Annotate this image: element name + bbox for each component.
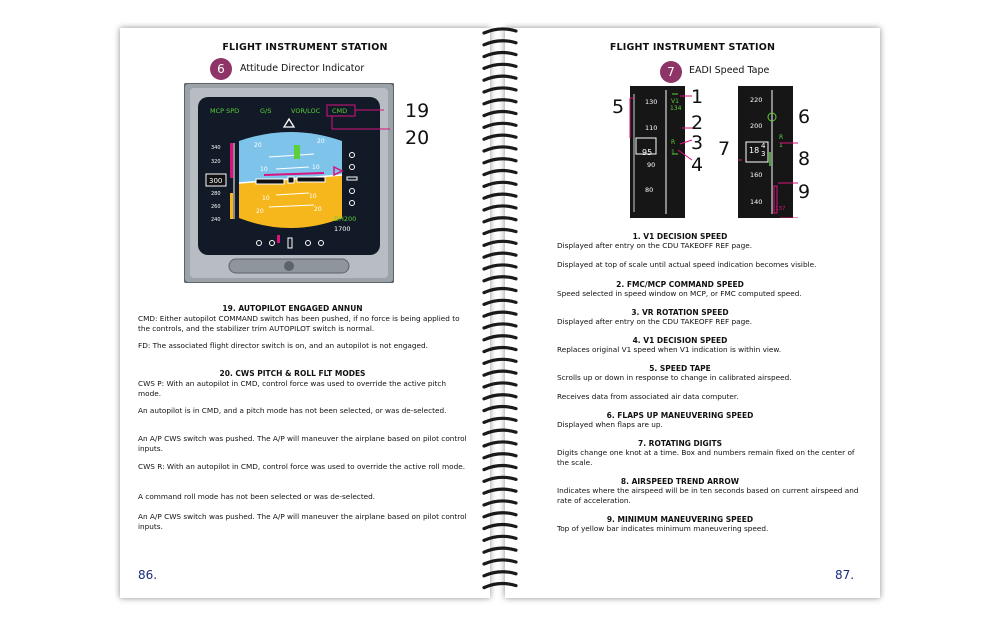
tape2-tick: 140 <box>750 198 763 206</box>
callout-3: 3 <box>691 132 704 154</box>
tape1-tick: 130 <box>645 98 658 106</box>
tape2-tick: 200 <box>750 122 763 130</box>
tape1-tick: 110 <box>645 124 658 132</box>
section-paragraph: An autopilot is in CMD, and a pitch mode has not been selected, or was de-selected. <box>138 406 447 415</box>
binding-coil <box>484 501 516 505</box>
adi-instrument <box>184 83 394 283</box>
localizer-pointer <box>277 235 280 243</box>
section-heading: 2. FMC/MCP COMMAND SPEED <box>616 280 744 289</box>
tape1-tick: 80 <box>645 186 654 194</box>
section-paragraph: CWS R: With an autopilot in CMD, control force was used to override the active roll mode. <box>138 462 466 471</box>
callout-6: 6 <box>798 106 811 128</box>
binding-coil <box>484 289 516 293</box>
callout-9: 9 <box>798 181 811 203</box>
section-paragraph: A command roll mode has not been selected or was de-selected. <box>138 492 376 501</box>
binding-coil <box>484 194 516 198</box>
section-paragraph: Replaces original V1 speed when V1 indication is within view. <box>557 345 782 354</box>
section-paragraph: Digits change one knot at a time. Box and numbers remain fixed on the center of the scale. <box>557 448 855 467</box>
speed-tick: 260 <box>211 204 221 210</box>
section-badge: 7 <box>660 61 682 83</box>
binding-coil <box>484 300 516 304</box>
binding-coil <box>484 147 516 151</box>
binding-coil <box>484 277 516 281</box>
binding-coil <box>484 359 516 363</box>
binding-coil <box>484 536 516 540</box>
left-page-header: FLIGHT INSTRUMENT STATION <box>222 42 388 53</box>
page-number: 86. <box>138 568 158 582</box>
binding-coil <box>484 53 516 57</box>
binding-coil <box>484 241 516 245</box>
pitch-mark: 10 <box>309 193 317 200</box>
binding-coil <box>484 76 516 80</box>
pitch-mark: 20 <box>314 206 322 213</box>
binding-coil <box>484 218 516 222</box>
binding-coil <box>484 584 516 588</box>
binding-coil <box>484 395 516 399</box>
page-number: 87. <box>835 568 855 582</box>
tape1-bug: 1 <box>671 149 675 156</box>
pitch-mark: 20 <box>254 142 262 149</box>
instrument-subtitle: EADI Speed Tape <box>689 65 770 76</box>
section-heading: 8. AIRSPEED TREND ARROW <box>620 477 740 486</box>
section-paragraph: Displayed after entry on the CDU TAKEOFF REF page. <box>557 317 753 326</box>
speed-tick: 320 <box>211 159 221 165</box>
radio-altitude: 1700 <box>334 225 351 233</box>
annunciator: G/S <box>260 107 272 115</box>
cmd-annunciator: CMD <box>332 107 348 115</box>
pitch-mark: 10 <box>262 195 270 202</box>
section-paragraph: An A/P CWS switch was pushed. The A/P will maneuver the airplane based on pilot control inputs. <box>138 512 467 531</box>
binding-coil <box>484 171 516 175</box>
binding-coil <box>484 88 516 92</box>
section-paragraph: Displayed at top of scale until actual speed indication becomes visible. <box>557 260 817 269</box>
tape1-bug: R <box>671 139 676 146</box>
binding-coil <box>484 159 516 163</box>
binding-coil <box>484 348 516 352</box>
binding-coil <box>484 206 516 210</box>
binding-coil <box>484 41 516 45</box>
tape2-tick: 220 <box>750 96 763 104</box>
callout-1: 1 <box>691 86 704 108</box>
binding-coil <box>484 548 516 552</box>
binding-coil <box>484 572 516 576</box>
section-heading: 9. MINIMUM MANEUVERING SPEED <box>606 515 754 524</box>
adjust-knob <box>284 261 294 271</box>
section-paragraph: CMD: Either autopilot COMMAND switch has been pushed, if no force is being applied to the controls, and the stabilizer trim AUTOPILOT switch is normal. <box>138 314 460 333</box>
section-heading: 5. SPEED TAPE <box>649 364 711 373</box>
decision-height: DH200 <box>334 215 357 223</box>
binding-coil <box>484 430 516 434</box>
pitch-mark: 20 <box>317 138 325 145</box>
section-heading: 1. V1 DECISION SPEED <box>632 232 728 241</box>
spiral-binding <box>480 22 520 602</box>
tape2-bug: R <box>779 134 784 141</box>
tape1-bug: V1 <box>671 98 679 105</box>
binding-coil <box>484 560 516 564</box>
binding-coil <box>484 466 516 470</box>
section-heading: 19. AUTOPILOT ENGAGED ANNUN <box>222 304 363 313</box>
binding-coil <box>484 123 516 127</box>
section-paragraph: Indicates where the airspeed will be in ten seconds based on current airspeed and rate of acceleration. <box>557 486 859 505</box>
binding-coil <box>484 454 516 458</box>
pitch-mark: 10 <box>312 164 320 171</box>
binding-coil <box>484 112 516 116</box>
speed-tick: 240 <box>211 217 221 223</box>
section-heading: 20. CWS PITCH & ROLL FLT MODES <box>219 369 366 378</box>
annunciator: MCP SPD <box>210 107 240 115</box>
section-paragraph: FD: The associated flight director switch is on, and an autopilot is not engaged. <box>138 341 428 350</box>
speed-box: 300 <box>209 177 223 185</box>
callout-4: 4 <box>691 154 704 176</box>
binding-coil <box>484 513 516 517</box>
binding-coil <box>484 442 516 446</box>
roll-pointer-green <box>294 145 300 159</box>
callout-lines <box>600 88 820 218</box>
section-paragraph: An A/P CWS switch was pushed. The A/P will maneuver the airplane based on pilot control inputs. <box>138 434 467 453</box>
left-page <box>120 28 490 598</box>
binding-coil <box>484 64 516 68</box>
section-badge: 6 <box>210 58 232 80</box>
right-page <box>505 28 880 598</box>
section-paragraph: Receives data from associated air data computer. <box>557 392 739 401</box>
section-paragraph: Speed selected in speed window on MCP, or FMC computed speed. <box>557 289 802 298</box>
binding-coil <box>484 135 516 139</box>
tape2-tick: 160 <box>750 171 763 179</box>
binding-coil <box>484 371 516 375</box>
tape2-rotating-digit: 3 <box>761 150 766 158</box>
right-page-header: FLIGHT INSTRUMENT STATION <box>609 42 776 53</box>
binding-coil <box>484 29 516 33</box>
instrument-subtitle: Attitude Director Indicator <box>240 63 365 74</box>
binding-coil <box>484 418 516 422</box>
section-paragraph: CWS P: With an autopilot in CMD, control force was used to override the active pitch mode. <box>138 379 447 398</box>
callout-2: 2 <box>691 112 704 134</box>
binding-coil <box>484 525 516 529</box>
binding-coil <box>484 407 516 411</box>
binding-coil <box>484 312 516 316</box>
binding-coil <box>484 253 516 257</box>
tape1-tick: 90 <box>647 161 656 169</box>
binding-coil <box>484 265 516 269</box>
section-heading: 6. FLAPS UP MANEUVERING SPEED <box>606 411 754 420</box>
tape2-rotating-digit: 4 <box>761 142 766 150</box>
binding-coil <box>484 324 516 328</box>
binding-coil <box>484 383 516 387</box>
callout-5: 5 <box>612 96 625 118</box>
section-heading: 3. VR ROTATION SPEED <box>631 308 729 317</box>
annunciator: VOR/LOC <box>291 107 321 115</box>
speed-tick: 340 <box>211 145 221 151</box>
pitch-mark: 10 <box>260 166 268 173</box>
section-paragraph: Displayed after entry on the CDU TAKEOFF REF page. <box>557 241 753 250</box>
binding-coil <box>484 336 516 340</box>
callout-7: 7 <box>718 138 731 160</box>
binding-coil <box>484 489 516 493</box>
speed-tick: 280 <box>211 191 221 197</box>
callout-20: 20 <box>405 127 430 149</box>
tape1-bug: 134 <box>670 105 682 112</box>
binding-coil <box>484 230 516 234</box>
section-heading: 7. ROTATING DIGITS <box>637 439 723 448</box>
callout-19: 19 <box>405 100 430 122</box>
pitch-mark: 20 <box>256 208 264 215</box>
section-paragraph: Displayed when flaps are up. <box>557 420 663 429</box>
binding-coil <box>484 100 516 104</box>
tape2-speed-main: 18 <box>749 146 760 155</box>
tape1-speed-box: 95 <box>642 148 653 157</box>
callout-8: 8 <box>798 148 811 170</box>
section-paragraph: Scrolls up or down in response to change in calibrated airspeed. <box>557 373 792 382</box>
tape2-bug: 137 <box>775 206 786 212</box>
section-heading: 4. V1 DECISION SPEED <box>632 336 728 345</box>
section-paragraph: Top of yellow bar indicates minimum maneuvering speed. <box>557 524 769 533</box>
binding-coil <box>484 182 516 186</box>
tape2-bug: 1 <box>779 142 783 149</box>
binding-coil <box>484 477 516 481</box>
